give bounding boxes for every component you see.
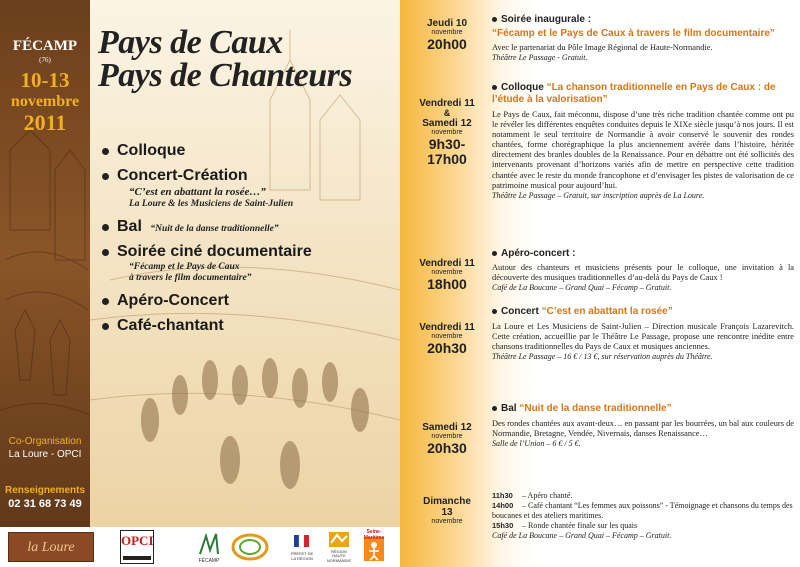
- region-logo: [326, 531, 352, 563]
- event-type: Apéro-concert :: [501, 248, 576, 259]
- date-block: [406, 98, 488, 167]
- date-block: [406, 422, 488, 456]
- date-month: novembre: [431, 269, 463, 276]
- event-list: [102, 140, 392, 336]
- date-day: Vendredi 11: [419, 98, 475, 109]
- event-type: Concert: [501, 306, 539, 317]
- program-event: [492, 403, 794, 449]
- event-venue: Café de La Boucane – Grand Quai – Fécamp – Gratuit.: [492, 283, 672, 293]
- communaute-logo-mark: [230, 531, 270, 563]
- date-day: Samedi 12: [422, 118, 472, 129]
- bullet-icon: [102, 323, 109, 330]
- schedule-text: – Apéro chanté.: [522, 491, 573, 500]
- event-label: Apéro-Concert: [117, 292, 230, 309]
- opci-logo-text: OPCI: [121, 533, 154, 548]
- schedule-text: – Café chantant “Les femmes aux poissons” - Témoignage et chansons du temps des boucanes et des ateliers maritimes.: [492, 501, 793, 520]
- event-item: [102, 216, 392, 237]
- event-venue: Salle de l’Union – 6 € / 5 €.: [492, 439, 581, 449]
- event-label: Colloque: [117, 142, 186, 159]
- coorganisation-title: Co-Organisation: [8, 436, 82, 447]
- date-day: Dimanche: [423, 496, 471, 507]
- event-description: Des rondes chantées aux avant-deux… en passant par les bourrées, un bal aux couleurs de Normandie, Bretagne, Vendée, Nivernais, danses Renaissance…: [492, 419, 794, 439]
- event-heading-title: [492, 28, 794, 40]
- date-month: novembre: [431, 518, 463, 525]
- schedule-row: [492, 521, 794, 531]
- date-time: 20h30: [427, 340, 467, 356]
- event-heading: [492, 403, 794, 415]
- date-day: Samedi 12: [422, 422, 472, 433]
- date-day: Vendredi 11: [419, 258, 475, 269]
- prefecture-logo: [288, 535, 316, 561]
- seine-maritime-logo: [358, 529, 390, 565]
- date-time: 20h00: [427, 36, 467, 52]
- event-heading: [492, 248, 794, 260]
- event-type: Colloque: [501, 82, 544, 93]
- info-phone: 02 31 68 73 49: [8, 498, 82, 510]
- poster-title-line-2: Pays de Chanteurs: [98, 57, 353, 94]
- festival-dates: 10-13: [20, 68, 70, 92]
- event-description: Le Pays de Caux, fait méconnu, dispose d’une très riche tradition chantée comme ont pu le révéler les différentes enquêtes conduites depuis le XIXe siècle jusqu’à nos jours. Il est notamment le seul territoire de Normandie à avoir conservé le souvenir des rondes chantées, forme chorégraphique la plus anciennement avérée dans l’histoire, héritée directement des branles doubles de la Renaissance. Pour en débattre ont été sollicités des intervenants provenant d’horizons variés afin de mettre en perspective cette tradition chantée avec le reste du monde francophone et d’envisager les pistes de valorisation de ce patrimoine musical pour aujourd’hui.: [492, 110, 794, 190]
- event-heading: [492, 306, 794, 318]
- bullet-icon: [102, 148, 109, 155]
- event-label: Soirée ciné documentaire: [117, 243, 312, 260]
- event-venue: Théâtre Le Passage – 16 € / 13 €, sur réservation auprès du Théâtre.: [492, 352, 713, 362]
- schedule-text: – Ronde chantée finale sur les quais: [522, 521, 638, 530]
- event-label: Café-chantant: [117, 317, 224, 334]
- event-subtitle: La Loure & les Musiciens de Saint-Julien: [129, 199, 294, 209]
- bullet-icon: [492, 309, 497, 314]
- event-title: “Nuit de la danse traditionnelle”: [519, 403, 672, 414]
- event-item: [102, 165, 392, 210]
- city-name: FÉCAMP: [12, 38, 78, 54]
- main-poster-area: [90, 0, 400, 527]
- event-item: [102, 140, 392, 161]
- department-code: (76): [39, 56, 51, 64]
- event-venue: Café de La Boucane – Grand Quai – Fécamp – Gratuit.: [492, 531, 672, 540]
- fecamp-logo-mark: [196, 530, 222, 556]
- info-title: Renseignements: [4, 485, 86, 496]
- date-month: novembre: [431, 333, 463, 340]
- bullet-icon: [492, 85, 497, 90]
- communaute-logo: [230, 531, 270, 563]
- region-logo-label: RÉGION HAUTE NORMANDIE: [326, 548, 352, 563]
- date-month: novembre: [431, 433, 463, 440]
- seine-maritime-label: Seine-Maritime: [363, 529, 385, 541]
- event-item: [102, 241, 392, 284]
- program-panel: [400, 0, 800, 567]
- date-day: Jeudi 10: [426, 18, 468, 29]
- event-title: “C’est en abattant la rosée”: [541, 306, 673, 317]
- event-description: Avec le partenariat du Pôle Image Régional de Haute-Normandie.: [492, 43, 713, 52]
- event-description: Autour des chanteurs et musiciens présents pour le colloque, une invitation à la découverte des musiques traditionnelles d’au-delà du Pays de Caux !: [492, 263, 794, 283]
- bullet-icon: [492, 17, 497, 22]
- schedule-time: 14h00: [492, 501, 514, 510]
- bullet-icon: [102, 173, 109, 180]
- coorganisation-value: La Loure - OPCI: [8, 449, 82, 460]
- event-subtitle: “Fécamp et le Pays de Caux: [129, 262, 240, 272]
- bullet-icon: [492, 406, 497, 411]
- event-heading: [492, 82, 794, 106]
- event-subtitle: “Nuit de la danse traditionnelle”: [150, 224, 279, 234]
- event-title: “Fécamp et le Pays de Caux à travers le film documentaire”: [492, 28, 775, 39]
- event-subtitle: à travers le film documentaire”: [129, 273, 252, 283]
- bullet-icon: [102, 249, 109, 256]
- festival-year: 2011: [23, 110, 67, 135]
- schedule-row: [492, 501, 794, 521]
- festival-month: novembre: [10, 93, 80, 110]
- date-block: [406, 18, 488, 52]
- event-item: [102, 315, 392, 336]
- poster-title-line-1: Pays de Caux: [98, 24, 283, 61]
- date-ampersand: &: [443, 108, 451, 118]
- bullet-icon: [492, 251, 497, 256]
- bullet-icon: [102, 224, 109, 231]
- event-subtitle: “C’est en abattant la rosée…”: [129, 186, 266, 198]
- date-day: Vendredi 11: [419, 322, 475, 333]
- event-item: [102, 290, 392, 311]
- schedule-time: 11h30: [492, 491, 513, 500]
- event-label: Bal: [117, 218, 142, 235]
- date-time: 9h30-: [428, 136, 466, 152]
- event-description: La Loure et Les Musiciens de Saint-Julien – Direction musicale François Lazarevitch. Cette création, accueillie par le Théâtre Le Passage, propose une rencontre inédite entre chansons traditionnelles du Pays de Caux et musiques anciennes.: [492, 322, 794, 352]
- partner-logos: [0, 527, 400, 567]
- program-event: [492, 306, 794, 362]
- fecamp-logo: [196, 530, 222, 564]
- event-venue: Théâtre Le Passage - Gratuit.: [492, 53, 588, 63]
- event-label-row: [117, 216, 392, 237]
- event-label: Concert-Création: [117, 167, 248, 184]
- french-flag-icon: [288, 535, 316, 549]
- opci-logo-bar: [123, 556, 151, 560]
- date-time: 20h30: [427, 440, 467, 456]
- opci-logo: [120, 530, 154, 564]
- event-type: Soirée inaugurale :: [501, 14, 592, 25]
- bullet-icon: [102, 298, 109, 305]
- fecamp-logo-label: FÉCAMP: [198, 558, 220, 564]
- schedule-time: 15h30: [492, 521, 514, 530]
- date-block: [406, 322, 488, 356]
- event-type: Bal: [501, 403, 517, 414]
- schedule-row: [492, 491, 794, 501]
- program-event: [492, 491, 794, 541]
- date-block: [406, 496, 488, 526]
- prefecture-logo-label: PRÉFET DE LA RÉGION: [290, 551, 314, 561]
- program-event: [492, 14, 794, 63]
- region-logo-mark: [326, 531, 352, 549]
- event-heading: [492, 14, 794, 26]
- date-month: novembre: [431, 29, 463, 36]
- la-loure-logo: la Loure: [8, 532, 94, 562]
- date-time: 17h00: [427, 151, 467, 167]
- date-block: [406, 258, 488, 292]
- event-venue: Théâtre Le Passage – Gratuit, sur inscription auprès de La Loure.: [492, 190, 705, 200]
- left-sidebar: [0, 0, 90, 567]
- program-event: [492, 248, 794, 293]
- date-day: 13: [441, 507, 453, 518]
- date-month: novembre: [431, 129, 463, 136]
- event-title: “La chanson traditionnelle en Pays de Caux : de l’étude à la valorisation”: [492, 82, 776, 105]
- program-event: [492, 82, 794, 201]
- date-time: 18h00: [427, 276, 467, 292]
